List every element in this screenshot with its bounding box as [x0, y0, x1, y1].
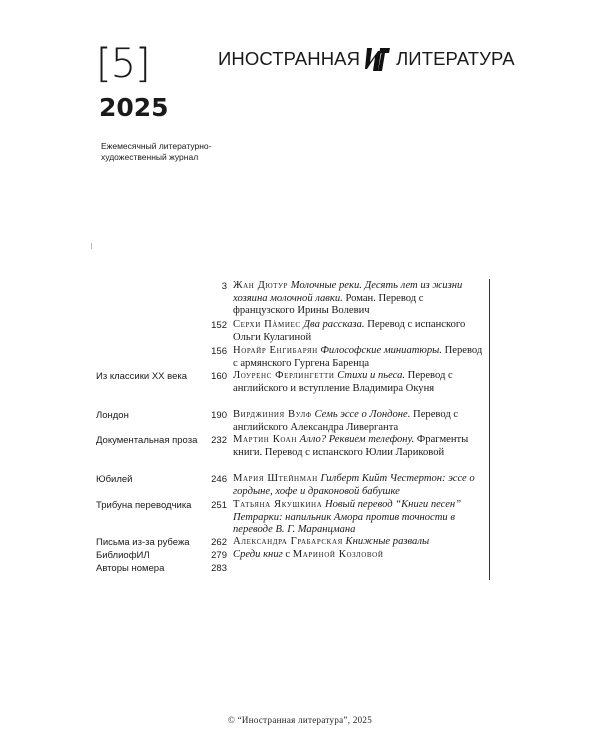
entry-title: Книжные развалы — [345, 536, 430, 547]
section-label: БиблиофИЛ — [96, 550, 150, 561]
section-label: Лондон — [96, 410, 129, 421]
page-number: 3 — [221, 281, 227, 292]
entry-author: Вирджиния Вулф — [233, 409, 312, 420]
column-rule — [489, 279, 490, 580]
entry-author: Мариной Козловой — [292, 549, 384, 560]
entry-title: Два рассказа. — [303, 319, 365, 330]
page-number: 251 — [211, 500, 227, 511]
masthead-left: ИНОСТРАННАЯ — [218, 48, 361, 69]
entry-author: Лоуренс Ферлингетти — [233, 370, 335, 381]
entry-details: Перевод с армянского Гургена Баренца — [233, 345, 483, 369]
page-number: 156 — [211, 346, 227, 357]
toc-entry — [233, 409, 483, 434]
entry-title: Среди книг — [233, 549, 283, 560]
corner-mark — [91, 243, 92, 249]
entry-details: Перевод с испанского Ольги Кулагиной — [233, 319, 466, 343]
issue-number: [5] — [96, 41, 150, 87]
section-label: Документальная проза — [96, 435, 198, 446]
toc-entry — [233, 549, 483, 562]
entry-details: Фрагменты книги. Перевод с испанского Юлии Лариковой — [233, 434, 469, 458]
entry-author: Татьяна Якушкина — [233, 499, 323, 510]
entry-author: Жан Дютур — [233, 280, 289, 291]
page-number: 190 — [211, 410, 227, 421]
toc-entry — [233, 499, 483, 537]
entry-title: Философские миниатюры. — [320, 345, 442, 356]
entry-author: Александра Грабарская — [233, 536, 343, 547]
section-label: Юбилей — [96, 474, 133, 485]
entry-author: Мартин Коан — [233, 434, 297, 445]
entry-title: Молочные реки. Десять лет из жизни хозяина молочной лавки. — [233, 280, 463, 304]
toc-entry — [233, 370, 483, 395]
toc-entry — [233, 345, 483, 370]
entry-title: Алло? Реквием телефону. — [299, 434, 415, 445]
il-monogram-icon — [363, 44, 393, 74]
entry-connector: с — [282, 549, 293, 560]
section-label: Авторы номера — [96, 563, 165, 574]
copyright-footer: © “Иностранная литература”, 2025 — [227, 715, 373, 725]
toc-entry — [233, 536, 483, 549]
toc-entry — [233, 473, 483, 498]
masthead-right: ЛИТЕРАТУРА — [396, 48, 515, 69]
section-label: Письма из-за рубежа — [96, 537, 190, 548]
entry-author: Норайр Енгибарян — [233, 345, 318, 356]
entry-author: Серхи Пàмиес — [233, 319, 301, 330]
journal-description: Ежемесячный литературно-художественный журнал — [101, 141, 212, 162]
entry-details: Роман. Перевод с французского Ирины Волевич — [233, 292, 424, 317]
page-number: 232 — [211, 435, 227, 446]
entry-title: Семь эссе о Лондоне. — [314, 409, 411, 420]
entry-details: Перевод с английского Александра Ливерганта — [233, 409, 459, 433]
masthead — [218, 44, 515, 74]
entry-title: Стихи и пьеса. — [337, 370, 406, 381]
entry-title: Новый перевод “Книги песен” Петрарки: напильник Амора против точности в переводе В. Г. Маранцмана — [233, 499, 462, 536]
page-number: 283 — [211, 563, 227, 574]
page-number: 160 — [211, 371, 227, 382]
entry-author: Мария Штейнман — [233, 473, 318, 484]
toc-entry — [233, 434, 483, 459]
page-number: 246 — [211, 474, 227, 485]
page-number: 262 — [211, 537, 227, 548]
toc-entry — [233, 319, 483, 344]
entry-title: Гилберт Кийт Честертон: эссе о гордыне, хофе и драконовой бабушке — [233, 473, 475, 497]
page-number: 152 — [211, 320, 227, 331]
entry-details: Перевод с английского и вступление Владимира Окуня — [233, 370, 453, 394]
page-number: 279 — [211, 550, 227, 561]
issue-year: 2025 — [99, 93, 169, 122]
toc-entry — [233, 280, 483, 318]
section-label: Трибуна переводчика — [96, 500, 192, 511]
section-label: Из классики ХХ века — [96, 371, 188, 382]
